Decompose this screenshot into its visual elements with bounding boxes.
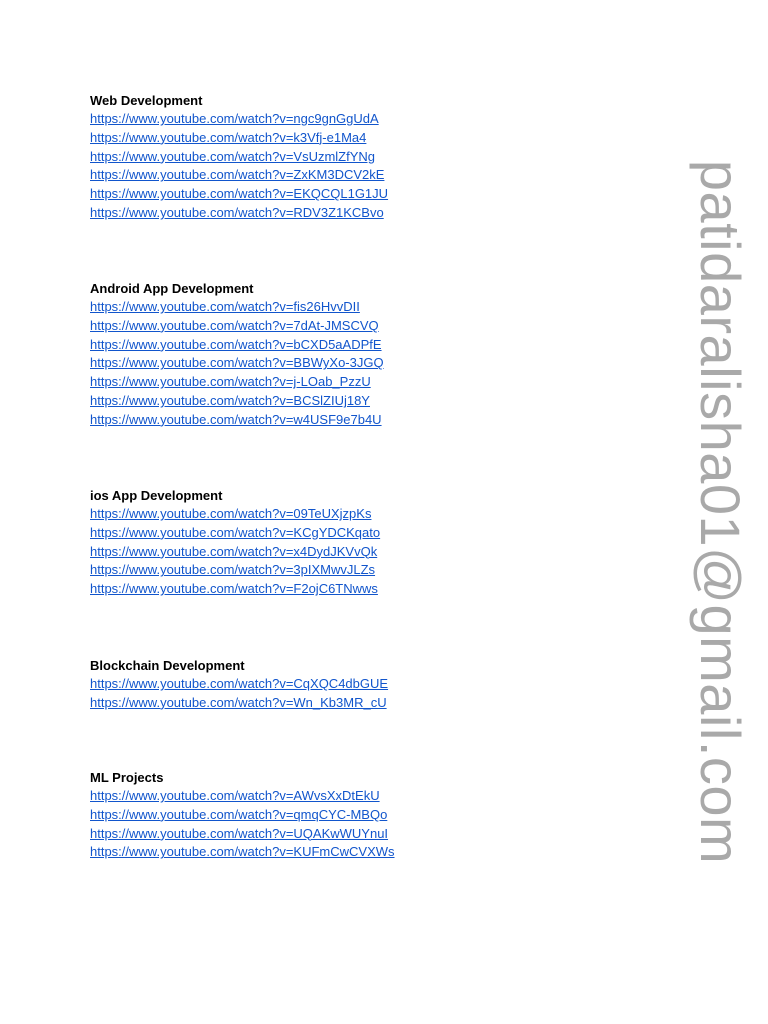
youtube-link[interactable]: https://www.youtube.com/watch?v=qmqCYC-MBQo	[90, 806, 388, 822]
list-item	[90, 505, 380, 524]
list-item	[90, 129, 388, 148]
list-item	[90, 543, 380, 562]
link-list	[90, 505, 380, 599]
list-item	[90, 561, 380, 580]
link-list	[90, 675, 388, 713]
youtube-link[interactable]: https://www.youtube.com/watch?v=KCgYDCKqato	[90, 524, 381, 540]
youtube-link[interactable]: https://www.youtube.com/watch?v=ngc9gnGgUdA	[90, 111, 379, 126]
link-list	[90, 298, 384, 430]
youtube-link[interactable]: https://www.youtube.com/watch?v=w4USF9e7b4U	[90, 411, 382, 427]
list-item	[90, 580, 380, 599]
youtube-link[interactable]: https://www.youtube.com/watch?v=fis26HvvDII	[90, 299, 360, 314]
section-web-development	[90, 91, 388, 223]
youtube-link[interactable]: https://www.youtube.com/watch?v=EKQCQL1G1JU	[90, 186, 389, 202]
list-item	[90, 694, 388, 713]
youtube-link[interactable]: https://www.youtube.com/watch?v=KUFmCwCVXWs	[90, 844, 395, 860]
list-item	[90, 204, 388, 223]
list-item	[90, 336, 384, 355]
youtube-link[interactable]: https://www.youtube.com/watch?v=7dAt-JMSCVQ	[90, 317, 379, 333]
youtube-link[interactable]: https://www.youtube.com/watch?v=Wn_Kb3MR_cU	[90, 694, 387, 710]
list-item	[90, 298, 384, 317]
youtube-link[interactable]: https://www.youtube.com/watch?v=BBWyXo-3JGQ	[90, 355, 384, 371]
youtube-link[interactable]: https://www.youtube.com/watch?v=RDV3Z1KCBvo	[90, 204, 384, 220]
youtube-link[interactable]: https://www.youtube.com/watch?v=AWvsXxDtEkU	[90, 788, 380, 803]
list-item	[90, 354, 384, 373]
youtube-link[interactable]: https://www.youtube.com/watch?v=CqXQC4dbGUE	[90, 676, 389, 691]
section-title: Blockchain Development	[90, 658, 245, 673]
youtube-link[interactable]: https://www.youtube.com/watch?v=VsUzmlZfYNg	[90, 148, 376, 164]
list-item	[90, 185, 388, 204]
email-watermark: patidaralisha01@gmail.com	[689, 159, 752, 865]
list-item	[90, 675, 388, 694]
list-item	[90, 148, 388, 167]
section-title: ML Projects	[90, 770, 164, 785]
youtube-link[interactable]: https://www.youtube.com/watch?v=UQAKwWUYnuI	[90, 825, 389, 841]
list-item	[90, 166, 388, 185]
link-list	[90, 787, 395, 862]
youtube-link[interactable]: https://www.youtube.com/watch?v=k3Vfj-e1Ma4	[90, 129, 367, 145]
youtube-link[interactable]: https://www.youtube.com/watch?v=j-LOab_PzzU	[90, 374, 371, 390]
section-title: ios App Development	[90, 488, 223, 503]
section-ios-app-development	[90, 486, 380, 599]
youtube-link[interactable]: https://www.youtube.com/watch?v=ZxKM3DCV2kE	[90, 167, 385, 183]
section-ml-projects	[90, 768, 395, 862]
list-item	[90, 843, 395, 862]
list-item	[90, 524, 380, 543]
list-item	[90, 392, 384, 411]
link-list	[90, 110, 388, 223]
section-title: Web Development	[90, 93, 203, 108]
section-title: Android App Development	[90, 281, 254, 296]
section-blockchain-development	[90, 656, 388, 713]
list-item	[90, 373, 384, 392]
list-item	[90, 825, 395, 844]
list-item	[90, 411, 384, 430]
list-item	[90, 110, 388, 129]
youtube-link[interactable]: https://www.youtube.com/watch?v=x4DydJKVvQk	[90, 543, 378, 559]
list-item	[90, 787, 395, 806]
youtube-link[interactable]: https://www.youtube.com/watch?v=09TeUXjzpKs	[90, 506, 372, 521]
youtube-link[interactable]: https://www.youtube.com/watch?v=BCSlZIUj18Y	[90, 392, 370, 408]
list-item	[90, 317, 384, 336]
youtube-link[interactable]: https://www.youtube.com/watch?v=F2ojC6TNwws	[90, 581, 378, 597]
youtube-link[interactable]: https://www.youtube.com/watch?v=3pIXMwvJLZs	[90, 562, 376, 578]
list-item	[90, 806, 395, 825]
section-android-app-development	[90, 279, 384, 430]
youtube-link[interactable]: https://www.youtube.com/watch?v=bCXD5aADPfE	[90, 336, 382, 352]
